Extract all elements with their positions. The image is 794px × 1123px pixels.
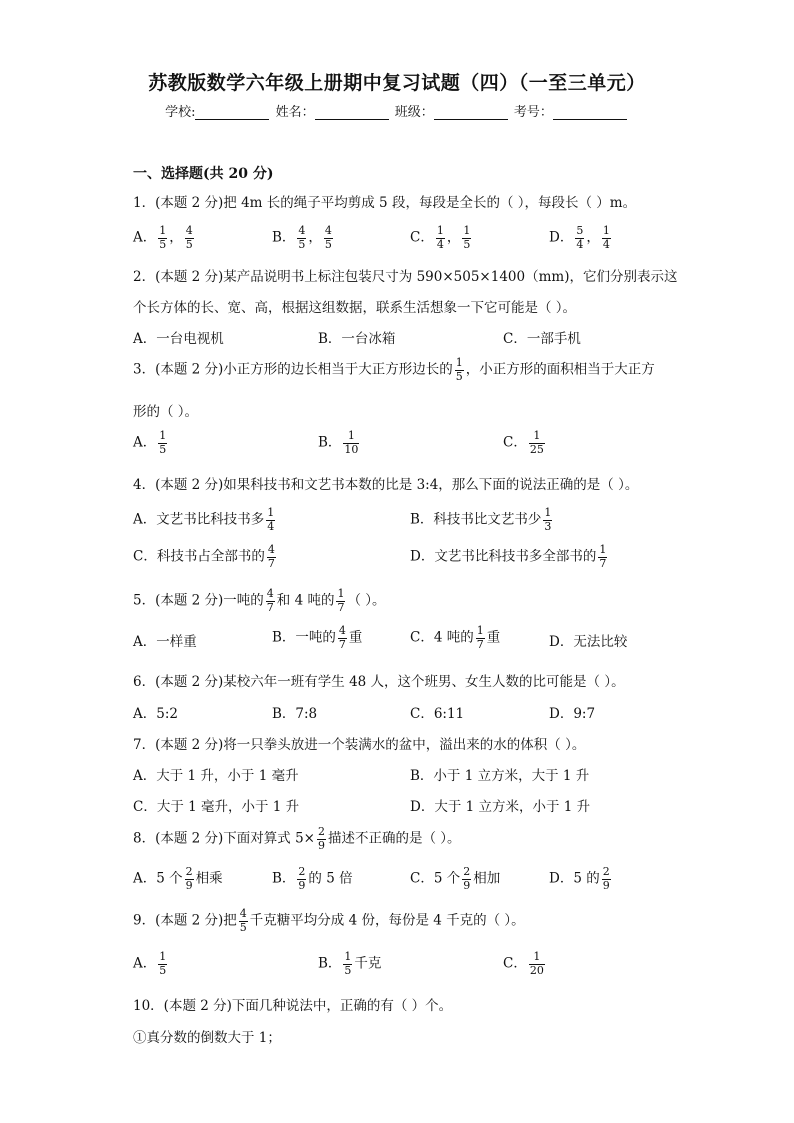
q5-option-b[interactable]: B．一吨的 $\frac{4}{7}$ 重 [272, 624, 363, 651]
q2-option-b[interactable]: B．一台冰箱 [318, 331, 396, 347]
q8-option-c[interactable]: C．5 个 $\frac{2}{9}$ 相加 [410, 865, 501, 892]
q4-option-c[interactable]: C．科技书占全部书的 $\frac{4}{7}$ [133, 543, 275, 570]
question-2-line-2: 个长方体的长、宽、高，根据这组数据，联系生活想象一下它可能是（ ）。 [133, 300, 577, 316]
q8-option-b[interactable]: B． $\frac{2}{9}$ 的 5 倍 [272, 865, 353, 892]
q5-option-c[interactable]: C．4 吨的 $\frac{1}{7}$ 重 [410, 624, 501, 651]
question-2-line-1: 2．(本题 2 分)某产品说明书上标注包装尺寸为 590×505×1400（mm)，它们分别表示这 [133, 269, 678, 285]
q6-option-b[interactable]: B．7:8 [272, 706, 318, 722]
q4-option-a[interactable]: A．文艺书比科技书多 $\frac{1}{4}$ [133, 506, 275, 533]
q5-option-a[interactable]: A．一样重 [133, 634, 197, 650]
q9-option-a[interactable]: A． $\frac{1}{5}$ [133, 950, 167, 977]
q10-statement-1: ①真分数的倒数大于 1； [133, 1030, 281, 1046]
question-10: 10．(本题 2 分)下面几种说法中，正确的有（ ）个。 [133, 998, 453, 1014]
page-title: 苏教版数学六年级上册期中复习试题（四）（一至三单元） [148, 72, 646, 94]
student-info-line [0, 101, 794, 120]
q7-option-d[interactable]: D．大于 1 立方米，小于 1 升 [410, 799, 591, 815]
q9-option-b[interactable]: B． $\frac{1}{5}$ 千克 [318, 950, 382, 977]
question-6: 6．(本题 2 分)某校六年一班有学生 48 人，这个班男、女生人数的比可能是（ ）。 [133, 674, 625, 690]
q2-option-c[interactable]: C．一部手机 [503, 331, 581, 347]
q3-option-c[interactable]: C． $\frac{1}{25}$ [503, 429, 544, 456]
class-label: 班级： [394, 105, 434, 120]
question-3-line-2: 形的（ ）。 [133, 404, 199, 420]
name-label: 姓名： [275, 105, 315, 120]
question-5: 5．(本题 2 分)一吨的 $\frac{4}{7}$ 和 4 吨的 $\frac{1}{7}$ （ ）。 [133, 587, 386, 614]
q1-option-c[interactable]: C． $\frac{1}{4}$ ， $\frac{1}{5}$ [410, 224, 471, 251]
question-1: 1．(本题 2 分)把 4m 长的绳子平均剪成 5 段，每段是全长的（ ），每段长（ ）m。 [133, 195, 637, 211]
section-heading: 一、选择题(共 20 分) [133, 166, 274, 182]
q7-option-b[interactable]: B．小于 1 立方米，大于 1 升 [410, 768, 590, 784]
school-field[interactable] [195, 106, 269, 120]
question-9: 9．(本题 2 分)把 $\frac{4}{5}$ 千克糖平均分成 4 份，每份是 4 千克的（ ）。 [133, 907, 525, 934]
q6-option-c[interactable]: C．6:11 [410, 706, 465, 722]
number-label: 考号： [513, 105, 553, 120]
school-label: 学校: [165, 105, 196, 120]
q2-option-a[interactable]: A．一台电视机 [133, 331, 224, 347]
q1-option-d[interactable]: D． $\frac{5}{4}$ ， $\frac{1}{4}$ [549, 224, 610, 251]
q7-option-c[interactable]: C．大于 1 毫升，小于 1 升 [133, 799, 300, 815]
q6-option-a[interactable]: A．5:2 [133, 706, 178, 722]
question-3-line-1: 3．(本题 2 分)小正方形的边长相当于大正方形边长的 $\frac{1}{5}$ ，小正方形的面积相当于大正方 [133, 356, 655, 383]
q7-option-a[interactable]: A．大于 1 升，小于 1 毫升 [133, 768, 299, 784]
q4-option-d[interactable]: D．文艺书比科技书多全部书的 $\frac{1}{7}$ [410, 543, 607, 570]
name-field[interactable] [315, 106, 389, 120]
question-4: 4．(本题 2 分)如果科技书和文艺书本数的比是 3:4，那么下面的说法正确的是（ ）。 [133, 477, 639, 493]
q3-option-a[interactable]: A． $\frac{1}{5}$ [133, 429, 167, 456]
q1-option-b[interactable]: B． $\frac{4}{5}$ ， $\frac{4}{5}$ [272, 224, 332, 251]
number-field[interactable] [553, 106, 627, 120]
q5-option-d[interactable]: D．无法比较 [549, 634, 628, 650]
class-field[interactable] [434, 106, 508, 120]
q1-option-a[interactable]: A． $\frac{1}{5}$ ， $\frac{4}{5}$ [133, 224, 193, 251]
q6-option-d[interactable]: D．9:7 [549, 706, 596, 722]
q8-option-a[interactable]: A．5 个 $\frac{2}{9}$ 相乘 [133, 865, 223, 892]
question-8: 8．(本题 2 分)下面对算式 5× $\frac{2}{9}$ 描述不正确的是（ ）。 [133, 825, 461, 852]
question-7: 7．(本题 2 分)将一只拳头放进一个装满水的盆中，溢出来的水的体积（ ）。 [133, 737, 586, 753]
q4-option-b[interactable]: B．科技书比文艺书少 $\frac{1}{3}$ [410, 506, 552, 533]
q8-option-d[interactable]: D．5 的 $\frac{2}{9}$ [549, 865, 610, 892]
q3-option-b[interactable]: B． $\frac{1}{10}$ [318, 429, 359, 456]
q9-option-c[interactable]: C． $\frac{1}{20}$ [503, 950, 544, 977]
